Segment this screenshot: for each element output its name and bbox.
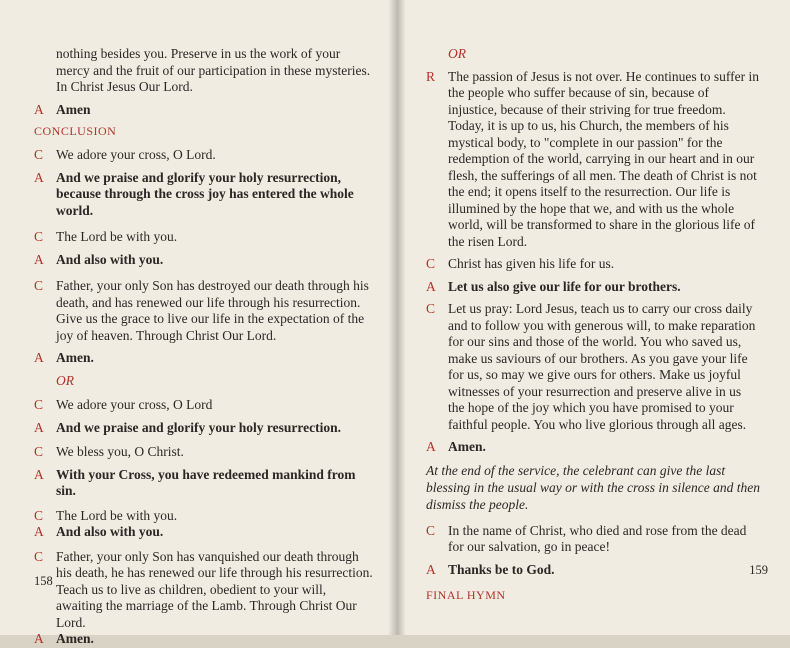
or-divider: OR [56, 372, 74, 388]
celebrant-line [34, 397, 374, 414]
reading-text: The passion of Jesus is not over. He continues to suffer in the people who suffer because of sin, because of injustice, because of their striving for true freedom. Today, it is up to us, his Church, the members of his mystical body, to "complete in our passion" for the redemption of the world, carrying in our heart and in our flesh, the sufferings of all men. The death of Christ is not the end; it opens itself to the resurrection. Our life is illumined by the hope that we, and with us the whole world, will be transformed to share in the glorious life of the risen Lord. [448, 68, 759, 249]
left-page [0, 0, 396, 646]
marker-c: C [426, 522, 436, 538]
final-hymn-heading: FINAL HYMN [426, 588, 506, 602]
assembly-text: And we praise and glorify your holy resurrection, because through the cross joy has entered the whole world. [56, 169, 354, 218]
celebrant-line [34, 549, 374, 632]
prayer-ending [34, 46, 374, 96]
celebrant-line [426, 523, 760, 556]
assembly-line [34, 252, 374, 269]
celebrant-line [34, 278, 374, 344]
marker-c: C [426, 256, 436, 271]
assembly-text: And also with you. [56, 251, 164, 267]
assembly-line [34, 524, 374, 541]
celebrant-line [426, 256, 760, 273]
assembly-line [34, 467, 374, 500]
celebrant-text: Let us pray: Lord Jesus, teach us to carry our cross daily and to follow you with generous will, to make reparation for our sins and those of the world. You who saved us, make us saviours of our brothers. As you gave your life for us, so may we give ours for others. Make us joyful witnesses of your resurrection and preserve alive in us the hope of the joy which you have promised to your faithful people. You who live glorious through all ages. [448, 301, 756, 432]
response-amen [34, 102, 374, 119]
marker-c: C [34, 548, 44, 564]
rubric-instruction: At the end of the service, the celebrant can give the last blessing in the usual way or with the cross in silence and then dismiss the people. [426, 462, 760, 512]
celebrant-text: The Lord be with you. [56, 507, 178, 523]
conclusion-heading: CONCLUSION [34, 124, 117, 138]
assembly-text: With your Cross, you have redeemed mankind from sin. [56, 466, 356, 498]
celebrant-text: Christ has given his life for us. [448, 256, 615, 271]
response-text: Amen [56, 101, 91, 117]
assembly-text: Amen. [56, 350, 94, 365]
marker-a: A [34, 350, 44, 365]
celebrant-line [34, 229, 374, 246]
assembly-text: And also with you. [56, 524, 164, 539]
assembly-line [426, 562, 760, 579]
marker-a: A [34, 419, 44, 435]
celebrant-line [34, 444, 374, 461]
celebrant-text: In the name of Christ, who died and rose from the dead for our salvation, go in peace! [448, 522, 747, 554]
celebrant-line [34, 147, 374, 164]
prayer-ending-text: nothing besides you. Preserve in us the work of your mercy and the fruit of our participation in these mysteries. In Christ Jesus Our Lord. [56, 46, 371, 94]
assembly-text: Let us also give our life for our brothers. [448, 278, 681, 294]
assembly-line [426, 439, 760, 456]
marker-a: A [34, 524, 44, 539]
celebrant-line [34, 508, 374, 525]
celebrant-text: Father, your only Son has vanquished our death through his death, he has renewed our life through his resurrection. Teach us to live as children, obedient to your will, awaiting the marriage of the Lamb. Through Christ Our Lord. [56, 548, 373, 630]
marker-a: A [34, 466, 44, 482]
marker-a: A [426, 561, 436, 577]
assembly-line [426, 279, 760, 296]
celebrant-line [426, 301, 760, 433]
celebrant-text: Father, your only Son has destroyed our death through his death, and has renewed our life through his resurrection. Give us the grace to live our life in the expectation of the joy of heaven. Through Christ Our Lord. [56, 278, 369, 343]
assembly-text: Amen. [448, 439, 486, 454]
celebrant-text: The Lord be with you. [56, 229, 178, 244]
marker-a: A [426, 278, 436, 294]
marker-c: C [34, 507, 44, 523]
marker-c: C [34, 278, 44, 293]
assembly-line [34, 170, 374, 220]
assembly-text: And we praise and glorify your holy resurrection. [56, 419, 342, 435]
celebrant-text: We bless you, O Christ. [56, 444, 184, 459]
marker-c: C [34, 147, 44, 162]
reading-line [426, 69, 760, 251]
marker-c: C [426, 301, 436, 316]
marker-a: A [34, 631, 44, 646]
or-divider: OR [448, 46, 466, 61]
celebrant-text: We adore your cross, O Lord. [56, 147, 216, 162]
assembly-line [34, 631, 374, 648]
marker-a: A [426, 439, 436, 454]
marker-a: A [34, 251, 44, 267]
marker-c: C [34, 444, 44, 459]
assembly-line [34, 350, 374, 367]
assembly-line [34, 420, 374, 437]
marker-r: R [426, 68, 436, 84]
page-number: 158 [34, 574, 53, 588]
assembly-text: Thanks be to God. [448, 561, 555, 577]
marker-c: C [34, 397, 44, 412]
marker-a: A [34, 101, 44, 117]
page-number: 159 [749, 563, 768, 577]
celebrant-text: We adore your cross, O Lord [56, 397, 213, 412]
assembly-text: Amen. [56, 631, 94, 646]
right-page [396, 0, 790, 635]
marker-a: A [34, 169, 44, 185]
marker-c: C [34, 229, 44, 244]
